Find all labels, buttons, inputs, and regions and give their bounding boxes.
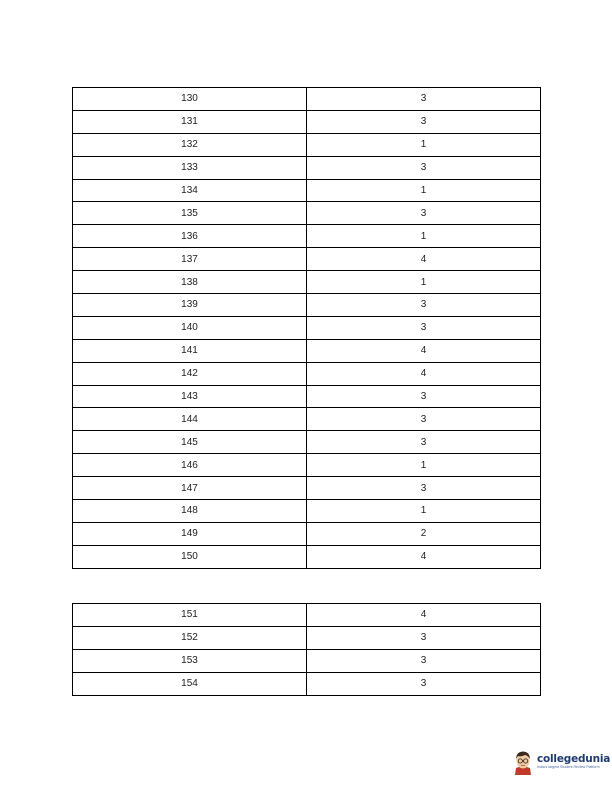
question-number-cell: 143 (73, 385, 307, 408)
answer-option-cell: 1 (307, 179, 541, 202)
table-row (73, 225, 541, 248)
answer-option-cell: 4 (307, 339, 541, 362)
table-row (73, 431, 541, 454)
table-row (73, 385, 541, 408)
answer-option-cell: 1 (307, 133, 541, 156)
answer-key-rows-2 (73, 604, 541, 696)
question-number-cell: 135 (73, 202, 307, 225)
question-number-cell: 139 (73, 294, 307, 317)
question-number-cell: 148 (73, 500, 307, 523)
answer-option-cell: 3 (307, 626, 541, 649)
table-row (73, 522, 541, 545)
answer-option-cell: 4 (307, 362, 541, 385)
answer-option-cell: 1 (307, 454, 541, 477)
answer-option-cell: 4 (307, 248, 541, 271)
table-row (73, 133, 541, 156)
question-number-cell: 142 (73, 362, 307, 385)
answer-option-cell: 1 (307, 225, 541, 248)
question-number-cell: 133 (73, 156, 307, 179)
table-row (73, 248, 541, 271)
table-row (73, 626, 541, 649)
answer-option-cell: 3 (307, 477, 541, 500)
table-row (73, 316, 541, 339)
logo-name: collegedunia (537, 752, 611, 765)
table-row (73, 604, 541, 627)
table-row (73, 202, 541, 225)
table-row (73, 88, 541, 111)
question-number-cell: 140 (73, 316, 307, 339)
answer-option-cell: 3 (307, 202, 541, 225)
answer-key-table-1 (72, 87, 541, 569)
question-number-cell: 145 (73, 431, 307, 454)
question-number-cell: 141 (73, 339, 307, 362)
table-row (73, 271, 541, 294)
answer-option-cell: 3 (307, 431, 541, 454)
question-number-cell: 154 (73, 672, 307, 695)
question-number-cell: 132 (73, 133, 307, 156)
table-row (73, 500, 541, 523)
table-row (73, 339, 541, 362)
table-row (73, 408, 541, 431)
table-row (73, 545, 541, 568)
table-row (73, 672, 541, 695)
logo-text (537, 754, 610, 770)
question-number-cell: 138 (73, 271, 307, 294)
question-number-cell: 130 (73, 88, 307, 111)
table-row (73, 179, 541, 202)
question-number-cell: 134 (73, 179, 307, 202)
table-row (73, 294, 541, 317)
answer-option-cell: 3 (307, 408, 541, 431)
question-number-cell: 153 (73, 649, 307, 672)
answer-option-cell: 3 (307, 110, 541, 133)
answer-option-cell: 3 (307, 649, 541, 672)
table-row (73, 649, 541, 672)
question-number-cell: 144 (73, 408, 307, 431)
answer-option-cell: 4 (307, 545, 541, 568)
answer-option-cell: 1 (307, 271, 541, 294)
answer-option-cell: 3 (307, 294, 541, 317)
answer-option-cell: 3 (307, 385, 541, 408)
answer-option-cell: 3 (307, 672, 541, 695)
table-row (73, 110, 541, 133)
question-number-cell: 150 (73, 545, 307, 568)
question-number-cell: 149 (73, 522, 307, 545)
table-row (73, 454, 541, 477)
answer-option-cell: 3 (307, 88, 541, 111)
question-number-cell: 137 (73, 248, 307, 271)
question-number-cell: 147 (73, 477, 307, 500)
answer-key-table-2 (72, 603, 541, 696)
question-number-cell: 151 (73, 604, 307, 627)
answer-option-cell: 4 (307, 604, 541, 627)
answer-option-cell: 3 (307, 316, 541, 339)
answer-option-cell: 3 (307, 156, 541, 179)
question-number-cell: 131 (73, 110, 307, 133)
student-mascot-icon (512, 749, 534, 775)
question-number-cell: 136 (73, 225, 307, 248)
logo-tagline: India's largest Student Review Platform (537, 765, 600, 770)
question-number-cell: 146 (73, 454, 307, 477)
table-row (73, 362, 541, 385)
table-row (73, 156, 541, 179)
answer-option-cell: 1 (307, 500, 541, 523)
table-row (73, 477, 541, 500)
question-number-cell: 152 (73, 626, 307, 649)
answer-option-cell: 2 (307, 522, 541, 545)
collegedunia-logo[interactable] (512, 748, 611, 776)
answer-key-rows-1 (73, 88, 541, 569)
